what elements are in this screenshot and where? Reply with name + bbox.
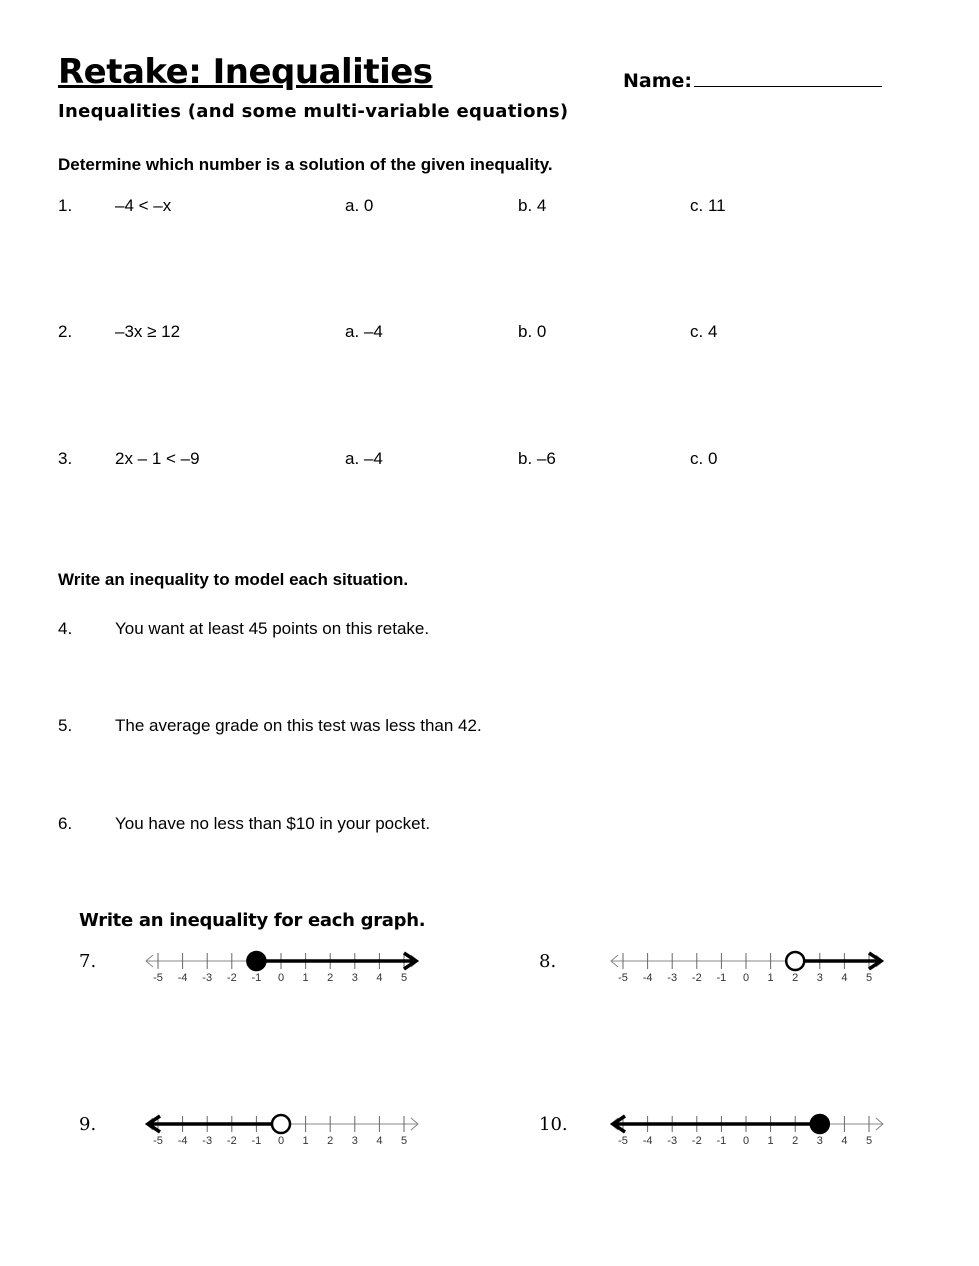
tick-label: 4 bbox=[376, 972, 383, 984]
tick-label: -2 bbox=[226, 972, 237, 984]
choice-a: a. –4 bbox=[345, 449, 383, 468]
tick-label: -4 bbox=[642, 1135, 653, 1147]
tick-label: -5 bbox=[153, 972, 163, 984]
tick-label: 3 bbox=[816, 1135, 823, 1147]
tick-label: 2 bbox=[327, 972, 334, 984]
problem-number: 4. bbox=[58, 619, 73, 638]
number-line-7 bbox=[140, 942, 430, 992]
problem-expression: 2x – 1 < –9 bbox=[115, 449, 200, 468]
problem-number: 3. bbox=[58, 449, 73, 468]
problem-text: You want at least 45 points on this retake. bbox=[115, 619, 430, 638]
tick-label: 4 bbox=[841, 1135, 848, 1147]
tick-label: 4 bbox=[841, 972, 848, 984]
tick-label: -5 bbox=[618, 972, 628, 984]
problem-text: You have no less than $10 in your pocket. bbox=[115, 814, 431, 833]
tick-label: -2 bbox=[691, 972, 702, 984]
tick-label: -4 bbox=[177, 972, 188, 984]
section1-instruction: Determine which number is a solution of the given inequality. bbox=[58, 155, 553, 174]
tick-label: -3 bbox=[202, 972, 213, 984]
page-title: Retake: Inequalities bbox=[58, 52, 433, 92]
tick-label: 2 bbox=[327, 1135, 334, 1147]
tick-label: 2 bbox=[792, 1135, 799, 1147]
tick-label: -3 bbox=[667, 1135, 678, 1147]
tick-label: -3 bbox=[667, 972, 678, 984]
choice-b: b. 4 bbox=[518, 196, 547, 215]
choice-b: b. 0 bbox=[518, 322, 547, 341]
problem-text: The average grade on this test was less than 42. bbox=[115, 716, 482, 735]
name-label: Name: bbox=[623, 70, 693, 92]
tick-label: -1 bbox=[716, 1135, 727, 1147]
tick-label: -5 bbox=[618, 1135, 628, 1147]
choice-c: c. 11 bbox=[690, 196, 726, 215]
section2-instruction: Write an inequality to model each situation. bbox=[58, 570, 409, 589]
tick-label: -1 bbox=[251, 972, 262, 984]
choice-c: c. 4 bbox=[690, 322, 718, 341]
choice-a: a. 0 bbox=[345, 196, 374, 215]
tick-label: 1 bbox=[302, 972, 309, 984]
tick-label: 5 bbox=[400, 972, 408, 984]
problem-expression: –4 < –x bbox=[115, 196, 172, 215]
number-line-9 bbox=[140, 1105, 430, 1155]
tick-label: 2 bbox=[792, 972, 799, 984]
tick-label: 5 bbox=[865, 972, 873, 984]
tick-label: 5 bbox=[400, 1135, 408, 1147]
tick-label: -1 bbox=[716, 972, 727, 984]
choice-b: b. –6 bbox=[518, 449, 556, 468]
tick-label: -5 bbox=[153, 1135, 163, 1147]
graph-number: 7. bbox=[79, 951, 97, 972]
graph-number: 8. bbox=[539, 951, 557, 972]
name-blank-line[interactable] bbox=[694, 68, 882, 87]
tick-label: 3 bbox=[351, 1135, 358, 1147]
open-point bbox=[786, 952, 804, 970]
name-field[interactable] bbox=[623, 68, 882, 92]
tick-label: -2 bbox=[226, 1135, 237, 1147]
tick-label: 1 bbox=[767, 1135, 774, 1147]
tick-label: 4 bbox=[376, 1135, 383, 1147]
tick-label: -1 bbox=[251, 1135, 262, 1147]
number-line-10 bbox=[605, 1105, 895, 1155]
graph-number: 9. bbox=[79, 1114, 97, 1135]
section3-instruction: Write an inequality for each graph. bbox=[79, 910, 426, 931]
problem-expression: –3x ≥ 12 bbox=[115, 322, 181, 341]
tick-label: 0 bbox=[277, 1135, 285, 1147]
tick-label: 1 bbox=[302, 1135, 309, 1147]
tick-label: 0 bbox=[742, 1135, 750, 1147]
tick-label: 0 bbox=[742, 972, 750, 984]
tick-label: -2 bbox=[691, 1135, 702, 1147]
open-point bbox=[272, 1115, 290, 1133]
choice-a: a. –4 bbox=[345, 322, 383, 341]
tick-label: 0 bbox=[277, 972, 285, 984]
problem-number: 6. bbox=[58, 814, 73, 833]
tick-label: -3 bbox=[202, 1135, 213, 1147]
graph-number: 10. bbox=[539, 1114, 568, 1135]
closed-point bbox=[811, 1115, 829, 1133]
tick-label: -4 bbox=[177, 1135, 188, 1147]
subtitle: Inequalities (and some multi-variable equations) bbox=[58, 101, 569, 122]
choice-c: c. 0 bbox=[690, 449, 718, 468]
closed-point bbox=[247, 952, 265, 970]
number-line-8 bbox=[605, 942, 895, 992]
problem-number: 2. bbox=[58, 322, 73, 341]
problem-number: 1. bbox=[58, 196, 73, 215]
problem-number: 5. bbox=[58, 716, 73, 735]
tick-label: -4 bbox=[642, 972, 653, 984]
tick-label: 5 bbox=[865, 1135, 873, 1147]
tick-label: 3 bbox=[816, 972, 823, 984]
tick-label: 3 bbox=[351, 972, 358, 984]
tick-label: 1 bbox=[767, 972, 774, 984]
